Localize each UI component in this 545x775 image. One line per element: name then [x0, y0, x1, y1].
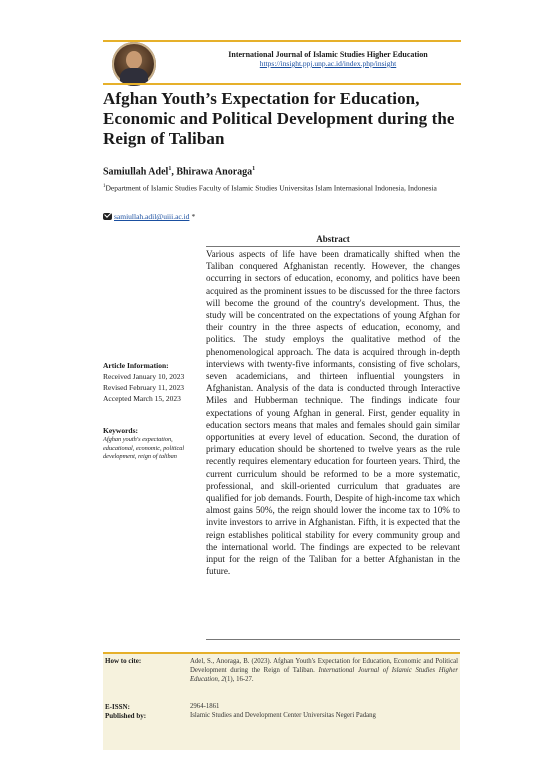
publisher-value: Islamic Studies and Development Center Universitas Negeri Padang [190, 712, 376, 719]
keywords-text: Afghan youth's expectation, educational, economic, political development, reign of taliban [103, 436, 185, 460]
journal-title: International Journal of Islamic Studies Higher Education [228, 50, 428, 59]
corresponding-email [103, 212, 195, 221]
author-affiliation-mark: 1 [168, 166, 172, 172]
accepted-date: Accepted March 15, 2023 [103, 394, 181, 403]
journal-url-link[interactable]: https://insight.ppj.unp.ac.id/index.php/insight [259, 59, 397, 68]
header-bottom-rule [103, 83, 461, 85]
citation-issue-pages: (1), 16-27. [224, 676, 254, 684]
abstract-text: Various aspects of life have been dramatically shifted when the Taliban conquered Afghanistan recently. However, the changes occurring in sectors of education, economy, and politics have been acquired as the prominent issues to be discussed for the three factors will become the ground of the country's development. Thus, the study will be concentrated on the expectations of young Afghan for their country in the three aspects of education, economy, and politics. The study employs the qualitative method of the phenomenological approach. The data is acquired through in-depth interviews with twenty-five informants, consisting of five scholars, seven academicians, and thirteen influential youngsters in Afghanistan. Analysis of the data is conducted through Interactive Miles and Hubberman technique. The findings indicate four expectations of young Afghan in general. First, gender equality in education sectors means that males and females should gain similar opportunities at every level of education. Second, the duration of primary education should be shortened to twelve years as the rule recently requires elementary education for fourteen years. Third, the current curriculum should be reformed to be a more systematic, professional, and skill-oriented curriculum that graduates are qualified for job demands. Fourth, Despite of high-income tax which almost gains 50%, the reign should lower the income tax to 10% to invite investors to arrive in Afghanistan. Fifth, it is expected that the reign establishes political stability for every community group and the international world. The findings are expected to be relevant input for the reign of the Taliban for a better Afghanistan in the future. [206, 249, 460, 577]
paper-title: Afghan Youth’s Expectation for Education, Economic and Political Development during the Reign of Taliban [103, 89, 455, 148]
author-name: Samiullah Adel [103, 166, 169, 178]
article-info-heading: Article Information: [103, 361, 169, 370]
email-link[interactable]: samiullah.adil@uiii.ac.id [114, 212, 190, 221]
abstract-heading: Abstract [316, 234, 350, 244]
affiliation-mark: 1 [103, 184, 106, 189]
article-information [103, 360, 203, 404]
revised-date: Revised February 11, 2023 [103, 383, 184, 392]
abstract-bottom-divider [206, 639, 460, 640]
mail-icon [103, 213, 112, 220]
journal-logo [112, 42, 156, 86]
keywords-heading: Keywords: [103, 426, 138, 435]
header-top-rule [103, 40, 461, 42]
how-to-cite-label: How to cite: [105, 657, 142, 665]
publisher-label: Published by: [105, 712, 147, 720]
author-list: Samiullah Adel$^1$, Bhirawa Anoraga$^1$ [103, 166, 256, 178]
citation-text [190, 657, 458, 685]
logo-figure-face [126, 51, 142, 69]
affiliation [103, 181, 458, 194]
abstract-divider [206, 246, 460, 247]
citation-journal: International Journal of Islamic Studies Higher Education, 2 [190, 667, 458, 684]
received-date: Received January 10, 2023 [103, 372, 185, 381]
eissn-label: E-ISSN: [105, 703, 130, 711]
keywords-block [103, 425, 201, 462]
affiliation-text: Department of Islamic Studies Faculty of Islamic Studies Universitas Islam Internasional Indonesia, Indonesia [105, 183, 437, 193]
citation-plain: Adel, S., Anoraga, B. (2023). Afghan Youth's Expectation for Education, Economic and Political Development during the Reign of Taliban. [190, 658, 458, 675]
author-name: Bhirawa Anoraga [176, 166, 253, 178]
author-affiliation-mark: 1 [252, 166, 256, 172]
eissn-value: 2964-1861 [190, 703, 220, 710]
corresponding-mark: * [191, 212, 196, 221]
